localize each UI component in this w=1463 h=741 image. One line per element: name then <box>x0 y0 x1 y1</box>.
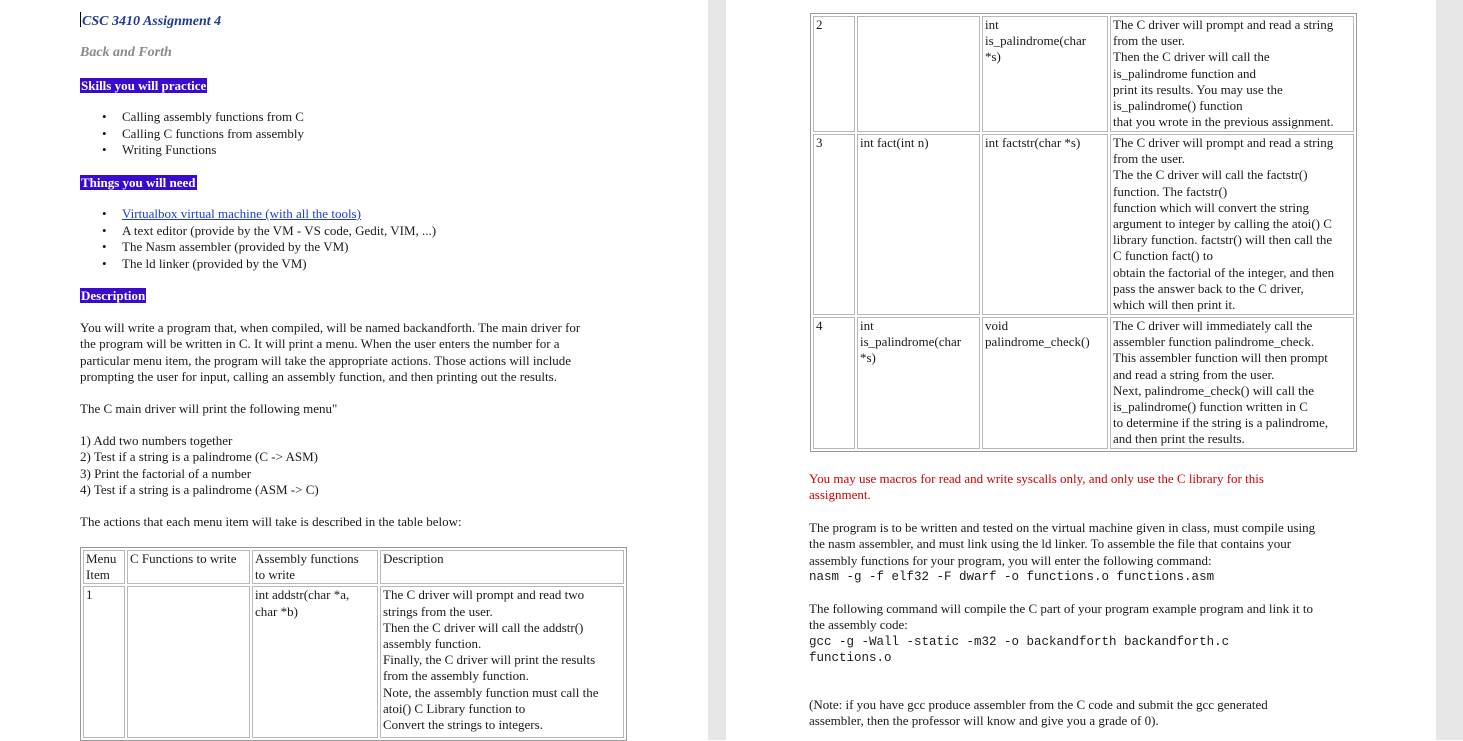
gcc-command-cont: functions.o <box>809 650 892 665</box>
cell-asm-func: int factstr(char *s) <box>982 134 1108 315</box>
description-heading: Description <box>81 288 146 303</box>
nasm-command: nasm -g -f elf32 -F dwarf -o functions.o functions.asm <box>809 569 1215 584</box>
cell-c-func <box>857 16 980 132</box>
table-intro: The actions that each menu item will take is described in the table below: <box>80 514 462 529</box>
actions-table-continued <box>810 13 1357 452</box>
text-line: particular menu item, the program will take the appropriate actions. Those actions will include <box>80 352 572 368</box>
page-gap-right <box>1436 0 1463 740</box>
menu-listing <box>80 433 319 498</box>
text-cursor <box>80 12 81 27</box>
page-gap <box>708 0 726 740</box>
list-item: • The Nasm assembler (provided by the VM) <box>80 239 436 256</box>
cell-c-func: int fact(int n) <box>857 134 980 315</box>
table-row <box>813 134 1354 315</box>
list-item: • A text editor (provide by the VM - VS code, Gedit, VIM, ...) <box>80 223 436 240</box>
actions-table <box>80 547 627 741</box>
text-line: The program is to be written and tested on the virtual machine given in class, must compile using <box>809 520 1316 535</box>
text-line: assignment. <box>809 487 871 503</box>
cell-description: The C driver will prompt and read two strings from the user. Then the C driver will call the addstr() assembly function. Finally, the C driver will print the results from the assembly function. Note, the assembly function must call the atoi() C Library function to Convert the strings to integers. <box>380 586 624 738</box>
table-row <box>83 586 624 738</box>
description-paragraph <box>80 320 580 385</box>
header-c-functions: C Functions to write <box>127 550 250 584</box>
text-line: 1) Add two numbers together <box>80 433 233 448</box>
table-header-row <box>83 550 624 584</box>
skills-list <box>80 109 304 159</box>
header-asm-functions: Assembly functions to write <box>252 550 378 584</box>
cell-description: The C driver will prompt and read a string from the user. Then the C driver will call the is_palindrome function and print its results. You may use the is_palindrome() function that you wrote in the previous assignment. <box>1110 16 1354 132</box>
cell-item: 1 <box>83 586 125 738</box>
list-item: • Calling assembly functions from C <box>80 109 304 126</box>
cell-item: 2 <box>813 16 855 132</box>
macro-note <box>809 471 1264 504</box>
text-line: the assembly code: <box>809 617 908 633</box>
text-line: (Note: if you have gcc produce assembler from the C code and submit the gcc generated <box>809 697 1268 712</box>
gcc-command: gcc -g -Wall -static -m32 -o backandforth backandforth.c <box>809 634 1230 649</box>
text-line: The following command will compile the C part of your program example program and link it to <box>809 601 1313 616</box>
cell-item: 4 <box>813 317 855 449</box>
cell-description: The C driver will immediately call the assembler function palindrome_check. This assembler function will then prompt and read a string from the user. Next, palindrome_check() will call the is_palindrome() function written in C to determine if the string is a palindrome, and then print the results. <box>1110 317 1354 449</box>
cell-asm-func: void palindrome_check() <box>982 317 1108 449</box>
skills-heading: Skills you will practice <box>81 78 207 93</box>
text-line: assembler, then the professor will know and give you a grade of 0). <box>809 713 1159 729</box>
text-line: You may use macros for read and write syscalls only, and only use the C library for this <box>809 471 1264 486</box>
virtualbox-link[interactable]: Virtualbox virtual machine (with all the tools) <box>122 206 361 221</box>
document-page-2 <box>726 0 1436 740</box>
list-item: • Writing Functions <box>80 142 304 159</box>
header-menu-item: Menu Item <box>83 550 125 584</box>
cell-asm-func: int addstr(char *a, char *b) <box>252 586 378 738</box>
list-item: • The ld linker (provided by the VM) <box>80 256 436 273</box>
text-line: prompting the user for input, calling an assembly function, and then printing out the results. <box>80 368 557 384</box>
header-description: Description <box>380 550 624 584</box>
text-line: the nasm assembler, and must link using the ld linker. To assemble the file that contains your <box>809 536 1292 552</box>
needs-heading: Things you will need <box>81 175 196 190</box>
text-line: 2) Test if a string is a palindrome (C -> ASM) <box>80 449 318 465</box>
table-row <box>813 317 1354 449</box>
cell-c-func: int is_palindrome(char *s) <box>857 317 980 449</box>
final-note <box>809 697 1268 730</box>
text-line: You will write a program that, when compiled, will be named backandforth. The main driver for <box>80 320 581 335</box>
cell-c-func <box>127 586 250 738</box>
table-row <box>813 16 1354 132</box>
cell-item: 3 <box>813 134 855 315</box>
list-item <box>80 206 436 223</box>
menu-intro: The C main driver will print the following menu" <box>80 401 338 416</box>
assemble-instructions <box>809 520 1315 585</box>
text-line: assembly functions for your program, you will enter the following command: <box>809 552 1212 568</box>
document-page-1 <box>0 0 708 740</box>
needs-list <box>80 206 436 273</box>
list-item: • Calling C functions from assembly <box>80 126 304 143</box>
text-line: the program will be written in C. It will print a menu. When the user enters the number for a <box>80 336 560 352</box>
doc-subtitle: Back and Forth <box>80 45 172 60</box>
text-line: 4) Test if a string is a palindrome (ASM -> C) <box>80 481 319 497</box>
cell-asm-func: int is_palindrome(char *s) <box>982 16 1108 132</box>
cell-description: The C driver will prompt and read a string from the user. The the C driver will call the factstr() function. The factstr() function which will convert the string argument to integer by calling the atoi() C library function. factstr() will then call the C function fact() to obtain the factorial of the integer, and then pass the answer back to the C driver, which will then print it. <box>1110 134 1354 315</box>
compile-instructions <box>809 601 1313 666</box>
text-line: 3) Print the factorial of a number <box>80 465 252 481</box>
doc-title: CSC 3410 Assignment 4 <box>82 14 222 29</box>
